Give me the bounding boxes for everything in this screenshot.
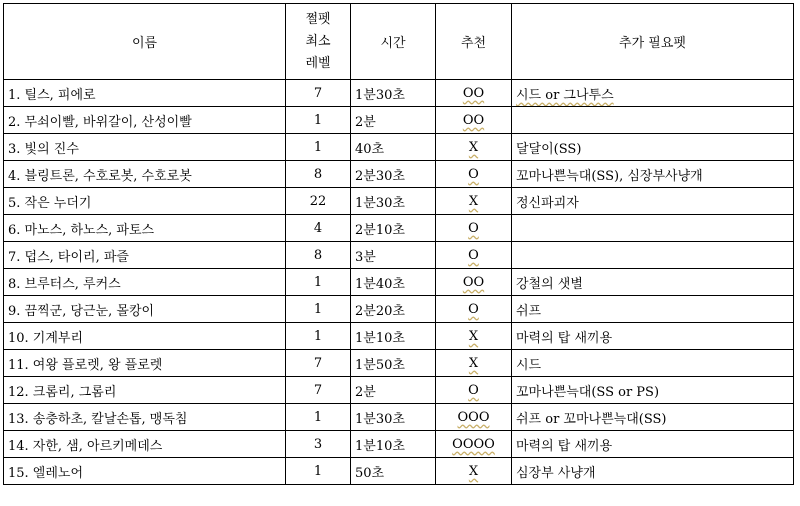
cell-min-level	[286, 107, 351, 134]
cell-recommend	[436, 107, 512, 134]
header-min-level-line3: 레벨	[305, 55, 331, 71]
cell-min-level-text: 1	[313, 328, 323, 344]
cell-recommend-text: OO	[462, 112, 485, 128]
cell-min-level	[286, 215, 351, 242]
cell-extra-pets	[512, 431, 794, 458]
cell-name	[4, 161, 286, 188]
cell-name	[4, 404, 286, 431]
cell-min-level-text: 1	[313, 112, 323, 128]
cell-extra-pets	[512, 323, 794, 350]
cell-recommend-text: O	[468, 301, 479, 317]
table-row	[4, 242, 794, 269]
cell-min-level-text: 1	[313, 274, 323, 290]
cell-recommend	[436, 323, 512, 350]
cell-recommend-text: X	[468, 328, 479, 344]
cell-min-level	[286, 242, 351, 269]
cell-extra-pets	[512, 296, 794, 323]
cell-recommend-text: X	[468, 193, 479, 209]
cell-min-level	[286, 323, 351, 350]
cell-recommend	[436, 458, 512, 485]
cell-name-text: 5. 작은 누더기	[8, 195, 92, 211]
cell-name	[4, 80, 286, 107]
cell-name-text: 4. 블링트론, 수호로봇, 수호로봇	[8, 168, 192, 184]
cell-min-level-text: 7	[313, 382, 323, 398]
cell-time-text: 2분20초	[355, 303, 405, 319]
cell-recommend-text: OOO	[457, 409, 490, 425]
cell-time-text: 1분10초	[355, 438, 405, 454]
table-row	[4, 80, 794, 107]
header-recommend: 추천	[436, 4, 512, 80]
cell-min-level	[286, 431, 351, 458]
cell-name-text: 9. 끔찍군, 당근눈, 몰캉이	[8, 303, 155, 319]
cell-time	[351, 188, 436, 215]
cell-time	[351, 323, 436, 350]
cell-extra-pets-text: 심장부 사냥개	[516, 465, 596, 481]
cell-extra-pets-text: 꼬마나쁜늑대(SS or PS)	[516, 384, 660, 400]
cell-name	[4, 215, 286, 242]
cell-name-text: 2. 무쇠이빨, 바위갈이, 산성이빨	[8, 114, 192, 130]
cell-recommend-text: OO	[462, 85, 485, 101]
cell-time	[351, 377, 436, 404]
cell-name	[4, 269, 286, 296]
cell-extra-pets	[512, 134, 794, 161]
cell-recommend	[436, 431, 512, 458]
cell-recommend	[436, 215, 512, 242]
cell-name	[4, 458, 286, 485]
cell-extra-pets-text: 쉬프 or 꼬마나쁜늑대(SS)	[516, 411, 667, 427]
cell-time	[351, 107, 436, 134]
cell-time	[351, 215, 436, 242]
cell-recommend	[436, 296, 512, 323]
header-min-level-line1: 쩔펫	[305, 11, 331, 27]
cell-recommend	[436, 161, 512, 188]
header-min-level	[286, 4, 351, 80]
cell-name-text: 11. 여왕 플로렛, 왕 플로렛	[8, 357, 163, 373]
cell-name-text: 15. 엘레노어	[8, 465, 84, 481]
cell-extra-pets	[512, 269, 794, 296]
cell-min-level-text: 7	[313, 85, 323, 101]
cell-extra-pets-text: 꼬마나쁜늑대(SS), 심장부사냥개	[516, 168, 703, 184]
table-row	[4, 134, 794, 161]
cell-min-level-text: 8	[313, 247, 323, 263]
cell-extra-pets	[512, 350, 794, 377]
table-row	[4, 161, 794, 188]
cell-recommend	[436, 350, 512, 377]
header-min-level-line2: 최소	[305, 33, 331, 49]
cell-name-text: 12. 크롬리, 그롬리	[8, 384, 117, 400]
cell-name-text: 13. 송충하초, 칼날손톱, 맹독침	[8, 411, 188, 427]
cell-recommend-text: OO	[462, 274, 485, 290]
cell-name	[4, 350, 286, 377]
cell-recommend-text: X	[468, 463, 479, 479]
cell-name	[4, 134, 286, 161]
cell-extra-pets	[512, 377, 794, 404]
table-row	[4, 323, 794, 350]
cell-min-level-text: 1	[313, 301, 323, 317]
cell-min-level	[286, 80, 351, 107]
table-row	[4, 269, 794, 296]
cell-name	[4, 431, 286, 458]
cell-time	[351, 350, 436, 377]
cell-min-level	[286, 188, 351, 215]
table-body	[4, 80, 794, 485]
table-row	[4, 431, 794, 458]
cell-time	[351, 134, 436, 161]
cell-time-text: 1분50초	[355, 357, 405, 373]
cell-min-level	[286, 458, 351, 485]
table-row	[4, 215, 794, 242]
cell-extra-pets	[512, 404, 794, 431]
cell-extra-pets-text: 달달이(SS)	[516, 141, 582, 157]
cell-min-level-text: 1	[313, 139, 323, 155]
cell-extra-pets	[512, 242, 794, 269]
table-row	[4, 404, 794, 431]
table-row	[4, 377, 794, 404]
cell-time	[351, 458, 436, 485]
cell-min-level	[286, 161, 351, 188]
cell-recommend-text: O	[468, 247, 479, 263]
header-name: 이름	[4, 4, 286, 80]
cell-recommend	[436, 80, 512, 107]
cell-time-text: 3분	[355, 249, 376, 265]
cell-time	[351, 431, 436, 458]
cell-time-text: 1분40초	[355, 276, 405, 292]
cell-min-level-text: 1	[313, 463, 323, 479]
cell-name	[4, 377, 286, 404]
cell-extra-pets	[512, 458, 794, 485]
cell-min-level	[286, 377, 351, 404]
cell-time	[351, 242, 436, 269]
cell-extra-pets-text: 시드	[516, 357, 542, 373]
cell-name-text: 8. 브루터스, 루커스	[8, 276, 121, 292]
cell-time-text: 1분30초	[355, 411, 405, 427]
cell-min-level-text: 4	[313, 220, 323, 236]
cell-extra-pets	[512, 161, 794, 188]
cell-recommend-text: X	[468, 355, 479, 371]
table-row	[4, 350, 794, 377]
cell-recommend-text: O	[468, 382, 479, 398]
cell-min-level-text: 8	[313, 166, 323, 182]
cell-time-text: 2분	[355, 384, 376, 400]
cell-time	[351, 161, 436, 188]
cell-time-text: 1분10초	[355, 330, 405, 346]
cell-recommend	[436, 404, 512, 431]
cell-extra-pets-text: 시드 or 그나투스	[516, 87, 614, 103]
cell-recommend-text: O	[468, 220, 479, 236]
cell-recommend-text: O	[468, 166, 479, 182]
pet-table	[3, 3, 794, 485]
cell-time	[351, 80, 436, 107]
cell-time-text: 2분30초	[355, 168, 405, 184]
cell-time-text: 1분30초	[355, 87, 405, 103]
cell-name	[4, 323, 286, 350]
cell-min-level	[286, 296, 351, 323]
header-row	[4, 4, 794, 80]
cell-time-text: 1분30초	[355, 195, 405, 211]
cell-extra-pets-text: 마력의 탑 새끼용	[516, 330, 613, 346]
cell-extra-pets	[512, 215, 794, 242]
cell-min-level-text: 22	[309, 193, 327, 209]
cell-extra-pets	[512, 80, 794, 107]
table-row	[4, 188, 794, 215]
cell-min-level-text: 3	[313, 436, 323, 452]
cell-recommend	[436, 134, 512, 161]
cell-time-text: 40초	[355, 141, 385, 157]
cell-time	[351, 269, 436, 296]
cell-name	[4, 242, 286, 269]
cell-min-level	[286, 350, 351, 377]
cell-extra-pets-text: 쉬프	[516, 303, 542, 319]
cell-name	[4, 107, 286, 134]
cell-recommend	[436, 269, 512, 296]
cell-recommend	[436, 188, 512, 215]
cell-name-text: 14. 자한, 샘, 아르키메데스	[8, 438, 163, 454]
cell-name-text: 6. 마노스, 하노스, 파토스	[8, 222, 155, 238]
cell-name-text: 7. 덥스, 타이리, 파즐	[8, 249, 129, 265]
header-extra-pets: 추가 필요펫	[512, 4, 794, 80]
cell-extra-pets-text: 강철의 샛별	[516, 276, 583, 292]
cell-recommend-text: X	[468, 139, 479, 155]
cell-recommend	[436, 242, 512, 269]
cell-recommend	[436, 377, 512, 404]
cell-min-level	[286, 404, 351, 431]
cell-time-text: 2분10초	[355, 222, 405, 238]
table-row	[4, 296, 794, 323]
cell-name-text: 1. 틸스, 피에로	[8, 87, 96, 103]
cell-extra-pets	[512, 107, 794, 134]
cell-time	[351, 404, 436, 431]
table-row	[4, 458, 794, 485]
cell-min-level	[286, 134, 351, 161]
header-time: 시간	[351, 4, 436, 80]
cell-name-text: 3. 빛의 진수	[8, 141, 79, 157]
cell-min-level	[286, 269, 351, 296]
cell-time-text: 2분	[355, 114, 376, 130]
cell-time	[351, 296, 436, 323]
cell-extra-pets-text: 정신파괴자	[516, 195, 579, 211]
cell-extra-pets	[512, 188, 794, 215]
cell-time-text: 50초	[355, 465, 385, 481]
cell-name	[4, 188, 286, 215]
cell-name-text: 10. 기계부리	[8, 330, 84, 346]
cell-min-level-text: 1	[313, 409, 323, 425]
cell-min-level-text: 7	[313, 355, 323, 371]
cell-extra-pets-text: 마력의 탑 새끼용	[516, 438, 613, 454]
table-row	[4, 107, 794, 134]
cell-recommend-text: OOOO	[452, 436, 495, 452]
cell-name	[4, 296, 286, 323]
